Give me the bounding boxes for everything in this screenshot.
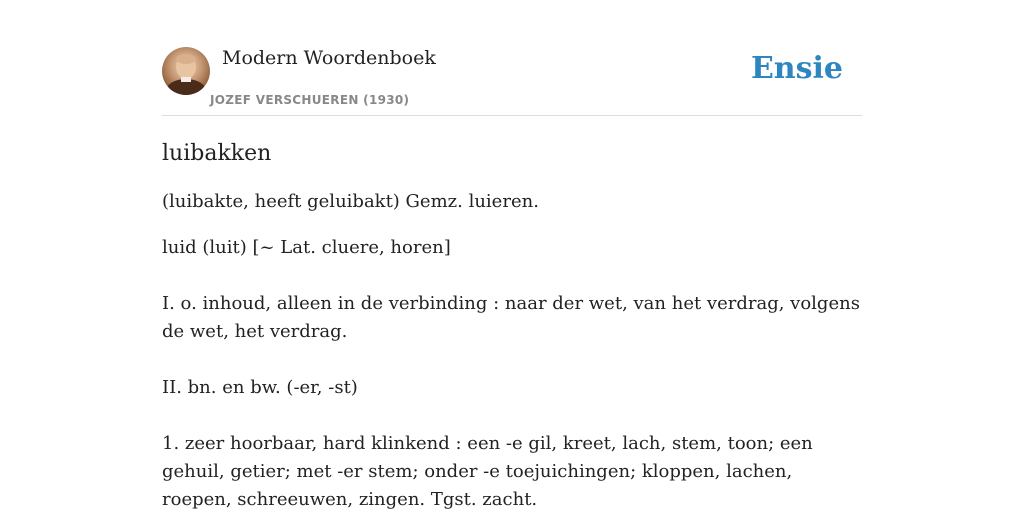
entry-paragraph: luid (luit) [~ Lat. cluere, horen] bbox=[162, 237, 451, 258]
author-name[interactable]: JOZEF VERSCHUEREN (1930) bbox=[210, 93, 410, 107]
entry-paragraph: 1. zeer hoorbaar, hard klinkend : een -e gil, kreet, lach, stem, toon; een gehuil, getier; met -er stem; onder -e toejuichingen; kloppen, lachen, roepen, schreeuwen, zingen. Tgst. zacht. bbox=[162, 433, 813, 510]
entry-paragraph: I. o. inhoud, alleen in de verbinding : naar der wet, van het verdrag, volgens de wet, het verdrag. bbox=[162, 293, 860, 342]
book-title[interactable]: Modern Woordenboek bbox=[222, 47, 436, 69]
entry-paragraph: II. bn. en bw. (-er, -st) bbox=[162, 377, 358, 398]
author-portrait-icon bbox=[162, 47, 210, 95]
entry-content bbox=[162, 138, 862, 512]
entry-title: luibakken bbox=[162, 141, 272, 166]
author-avatar[interactable] bbox=[162, 47, 210, 95]
entry-paragraph: (luibakte, heeft geluibakt) Gemz. luieren. bbox=[162, 191, 539, 212]
dictionary-header bbox=[162, 46, 862, 116]
ensie-logo[interactable]: Ensie bbox=[750, 51, 843, 86]
